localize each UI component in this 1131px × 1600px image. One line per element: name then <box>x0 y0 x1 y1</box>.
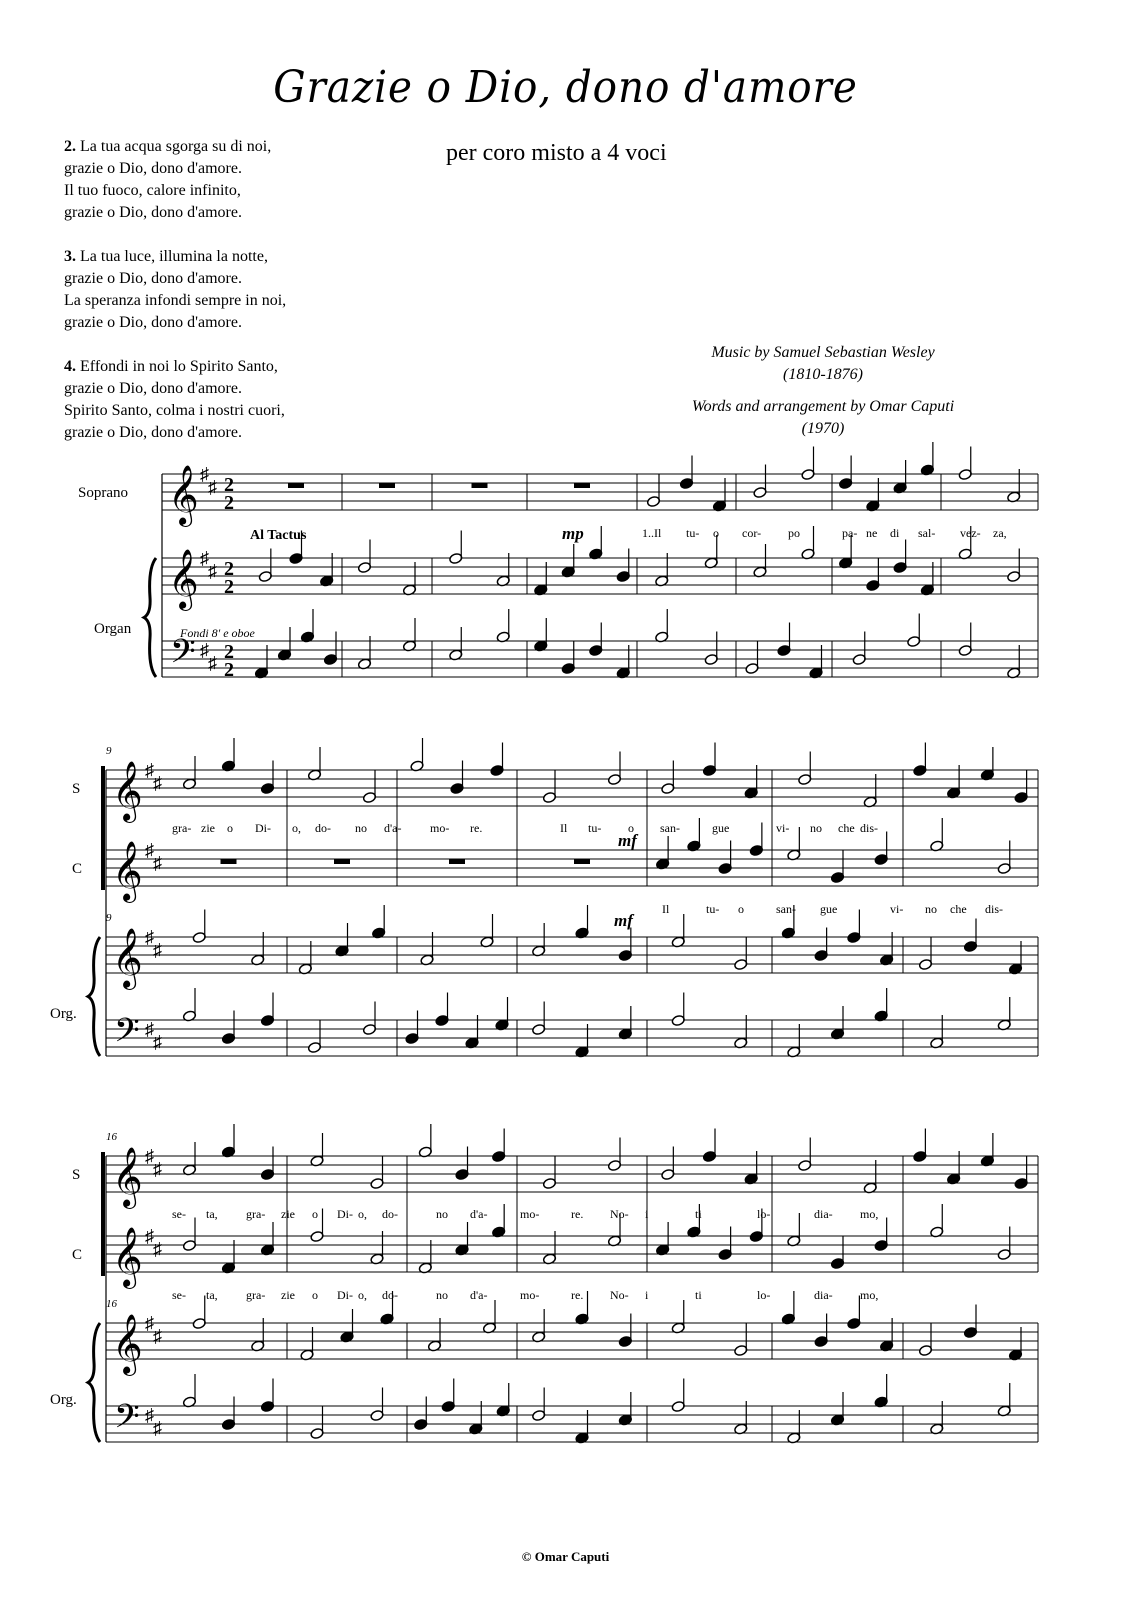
sharp-icon: ♯ <box>145 1019 154 1039</box>
lyric-syllable: d'a- <box>384 821 402 835</box>
whole-rest <box>472 483 488 488</box>
staff-label-c: C <box>72 1247 83 1263</box>
staff-label-organ: Organ <box>94 621 132 637</box>
organ-bass-staff <box>106 1020 1038 1056</box>
verse-number: 2. <box>64 138 76 155</box>
s-staff <box>106 770 1038 806</box>
verse-number: 4. <box>64 358 76 375</box>
sharp-icon: ♯ <box>208 653 217 673</box>
copyright-footer: © Omar Caputi <box>521 1549 610 1564</box>
lyric-syllable: d'a- <box>470 1207 488 1221</box>
lyric-syllable: o, <box>358 1288 367 1302</box>
verse-line: Il tuo fuoco, calore infinito, <box>64 182 241 199</box>
whole-rest <box>379 483 395 488</box>
sharp-icon: ♯ <box>153 1418 162 1438</box>
treble-clef-icon: 𝄞 <box>168 551 199 608</box>
whole-rest <box>449 859 465 864</box>
words-credit: Words and arrangement by Omar Caputi <box>691 398 955 415</box>
measure-number: 9 <box>106 912 112 924</box>
lyric-syllable: tu- <box>686 526 700 540</box>
lyric-syllable: ti <box>695 1207 702 1221</box>
whole-rest <box>574 483 590 488</box>
lyric-syllable: o <box>738 902 744 916</box>
lyric-syllable: zie <box>281 1288 295 1302</box>
lyric-syllable: do- <box>382 1207 398 1221</box>
lyric-syllable: o <box>312 1207 318 1221</box>
music-credit: Music by Samuel Sebastian Wesley <box>711 344 935 361</box>
lyric-syllable: No- <box>610 1207 629 1221</box>
lyric-syllable: gra- <box>246 1207 266 1221</box>
words-credit-years: (1970) <box>801 420 845 437</box>
lyric-syllable: mo- <box>520 1207 540 1221</box>
staff-label-soprano: Soprano <box>78 485 128 501</box>
lyric-syllable: za, <box>993 526 1007 540</box>
sharp-icon: ♯ <box>153 853 162 873</box>
staff-label-s: S <box>72 1167 81 1183</box>
sharp-icon: ♯ <box>145 760 154 780</box>
lyric-syllable: i <box>645 1288 649 1302</box>
lyric-syllable: o <box>628 821 634 835</box>
sharp-icon: ♯ <box>208 477 217 497</box>
sharp-icon: ♯ <box>145 1313 154 1333</box>
lyric-syllable: Di- <box>255 821 271 835</box>
lyric-syllable: ti <box>695 1288 702 1302</box>
organ-treble-staff <box>106 937 1038 973</box>
time-signature-top: 2 <box>224 558 234 580</box>
sharp-icon: ♯ <box>145 1226 154 1246</box>
treble-clef-icon: 𝄞 <box>112 1149 143 1206</box>
lyric-syllable: d'a- <box>470 1288 488 1302</box>
sharp-icon: ♯ <box>153 1032 162 1052</box>
sharp-icon: ♯ <box>153 1239 162 1259</box>
brace <box>144 558 156 677</box>
sharp-icon: ♯ <box>153 773 162 793</box>
page-title: Grazie o Dio, dono d'amore <box>273 62 858 113</box>
lyric-syllable: o <box>227 821 233 835</box>
lyric-syllable: 1..Il <box>642 526 662 540</box>
treble-clef-icon: 𝄞 <box>112 1229 143 1286</box>
bass-clef-icon: 𝄢 <box>114 1398 140 1443</box>
lyric-syllable: ta, <box>206 1207 218 1221</box>
sharp-icon: ♯ <box>145 1405 154 1425</box>
lyric-syllable: se- <box>172 1207 186 1221</box>
lyric-syllable: che <box>838 821 855 835</box>
brace <box>88 937 100 1056</box>
lyric-syllable: re. <box>571 1288 584 1302</box>
time-signature-bottom: 2 <box>224 492 234 514</box>
lyric-syllable: tu- <box>706 902 720 916</box>
time-signature-bottom: 2 <box>224 659 234 681</box>
sharp-icon: ♯ <box>153 940 162 960</box>
lyric-syllable: do- <box>315 821 331 835</box>
staff-label-c: C <box>72 861 83 877</box>
lyric-syllable: o <box>713 526 719 540</box>
lyric-syllable: vi- <box>776 821 790 835</box>
lyric-syllable: mo, <box>860 1207 879 1221</box>
measure-number: 9 <box>106 745 112 757</box>
sharp-icon: ♯ <box>200 548 209 568</box>
lyric-syllable: no <box>810 821 822 835</box>
lyric-syllable: mo- <box>520 1288 540 1302</box>
page-subtitle: per coro misto a 4 voci <box>446 140 667 166</box>
verse-number: 3. <box>64 248 76 265</box>
time-signature-top: 2 <box>224 474 234 496</box>
dynamic-marking: mp <box>562 524 584 543</box>
brace <box>88 1323 100 1442</box>
dynamic-marking: mf <box>618 831 637 850</box>
verse-line: Effondi in noi lo Spirito Santo, <box>80 358 278 375</box>
c-staff <box>106 1236 1038 1272</box>
lyric-syllable: o <box>312 1288 318 1302</box>
verse-line: grazie o Dio, dono d'amore. <box>64 380 242 397</box>
verse-line: La tua acqua sgorga su di noi, <box>80 138 272 155</box>
registration-marking: Fondi 8' e oboe <box>180 626 255 640</box>
whole-rest <box>288 483 304 488</box>
lyric-syllable: se- <box>172 1288 186 1302</box>
lyric-syllable: sal- <box>918 526 936 540</box>
lyric-syllable: gue <box>712 821 730 835</box>
verse-line: La tua luce, illumina la notte, <box>80 248 268 265</box>
lyric-syllable: ta, <box>206 1288 218 1302</box>
lyric-syllable: lo- <box>757 1207 771 1221</box>
lyric-syllable: no <box>436 1288 448 1302</box>
sharp-icon: ♯ <box>145 840 154 860</box>
sharp-icon: ♯ <box>200 464 209 484</box>
lyric-syllable: Il <box>662 902 670 916</box>
lyric-syllable: gue <box>820 902 838 916</box>
bass-clef-icon: 𝄢 <box>114 1012 140 1057</box>
lyric-syllable: san- <box>776 902 796 916</box>
treble-clef-icon: 𝄞 <box>168 467 199 524</box>
whole-rest <box>221 859 237 864</box>
verse-line: grazie o Dio, dono d'amore. <box>64 270 242 287</box>
lyric-syllable: ne <box>866 526 878 540</box>
s-staff <box>106 1156 1038 1192</box>
treble-clef-icon: 𝄞 <box>112 763 143 820</box>
lyric-syllable: re. <box>571 1207 584 1221</box>
lyric-syllable: no <box>925 902 937 916</box>
lyric-syllable: zie <box>201 821 215 835</box>
sharp-icon: ♯ <box>145 1146 154 1166</box>
verse-line: grazie o Dio, dono d'amore. <box>64 424 242 441</box>
lyric-syllable: mo, <box>860 1288 879 1302</box>
treble-clef-icon: 𝄞 <box>112 843 143 900</box>
verse-line: grazie o Dio, dono d'amore. <box>64 204 242 221</box>
measure-number: 16 <box>106 1131 117 1143</box>
whole-rest <box>574 859 590 864</box>
lyric-syllable: tu- <box>588 821 602 835</box>
lyric-syllable: san- <box>660 821 680 835</box>
soprano-staff <box>162 474 1038 510</box>
music-credit-years: (1810-1876) <box>783 366 863 383</box>
whole-rest <box>334 859 350 864</box>
lyric-syllable: gra- <box>246 1288 266 1302</box>
lyric-syllable: Di- <box>337 1288 353 1302</box>
time-signature-bottom: 2 <box>224 576 234 598</box>
time-signature-top: 2 <box>224 641 234 663</box>
measure-number: 16 <box>106 1298 117 1310</box>
staff-label-org: Org. <box>50 1006 77 1022</box>
lyric-syllable: dis- <box>860 821 878 835</box>
verse-line: La speranza infondi sempre in noi, <box>64 292 287 309</box>
c-staff <box>106 850 1038 886</box>
lyric-syllable: no <box>436 1207 448 1221</box>
lyric-syllable: cor- <box>742 526 762 540</box>
sharp-icon: ♯ <box>200 640 209 660</box>
lyric-syllable: vi- <box>890 902 904 916</box>
lyric-syllable: vez- <box>960 526 981 540</box>
lyric-syllable: o, <box>292 821 301 835</box>
lyric-syllable: re. <box>470 821 483 835</box>
dynamic-marking: mf <box>614 911 633 930</box>
lyric-syllable: di <box>890 526 900 540</box>
lyric-syllable: dis- <box>985 902 1003 916</box>
verse-line: grazie o Dio, dono d'amore. <box>64 314 242 331</box>
lyric-syllable: pa- <box>842 526 858 540</box>
lyric-syllable: dia- <box>814 1207 833 1221</box>
lyric-syllable: zie <box>281 1207 295 1221</box>
staff-label-org: Org. <box>50 1392 77 1408</box>
lyric-syllable: i <box>645 1207 649 1221</box>
lyric-syllable: dia- <box>814 1288 833 1302</box>
lyric-syllable: no <box>355 821 367 835</box>
verse-line: Spirito Santo, colma i nostri cuori, <box>64 402 285 419</box>
treble-clef-icon: 𝄞 <box>112 930 143 987</box>
lyric-syllable: do- <box>382 1288 398 1302</box>
sharp-icon: ♯ <box>153 1159 162 1179</box>
tempo-marking: Al Tactus <box>250 528 307 543</box>
organ-bass-staff <box>106 1406 1038 1442</box>
lyric-syllable: Il <box>560 821 568 835</box>
lyric-syllable: gra- <box>172 821 192 835</box>
lyric-syllable: che <box>950 902 967 916</box>
lyric-syllable: lo- <box>757 1288 771 1302</box>
bass-clef-icon: 𝄢 <box>170 633 196 678</box>
lyric-syllable: No- <box>610 1288 629 1302</box>
treble-clef-icon: 𝄞 <box>112 1316 143 1373</box>
lyric-syllable: o, <box>358 1207 367 1221</box>
lyric-syllable: Di- <box>337 1207 353 1221</box>
sharp-icon: ♯ <box>208 561 217 581</box>
organ-treble-staff <box>106 1323 1038 1359</box>
verse-line: grazie o Dio, dono d'amore. <box>64 160 242 177</box>
lyric-syllable: po <box>788 526 800 540</box>
lyric-syllable: mo- <box>430 821 450 835</box>
staff-label-s: S <box>72 781 81 797</box>
sharp-icon: ♯ <box>145 927 154 947</box>
sharp-icon: ♯ <box>153 1326 162 1346</box>
